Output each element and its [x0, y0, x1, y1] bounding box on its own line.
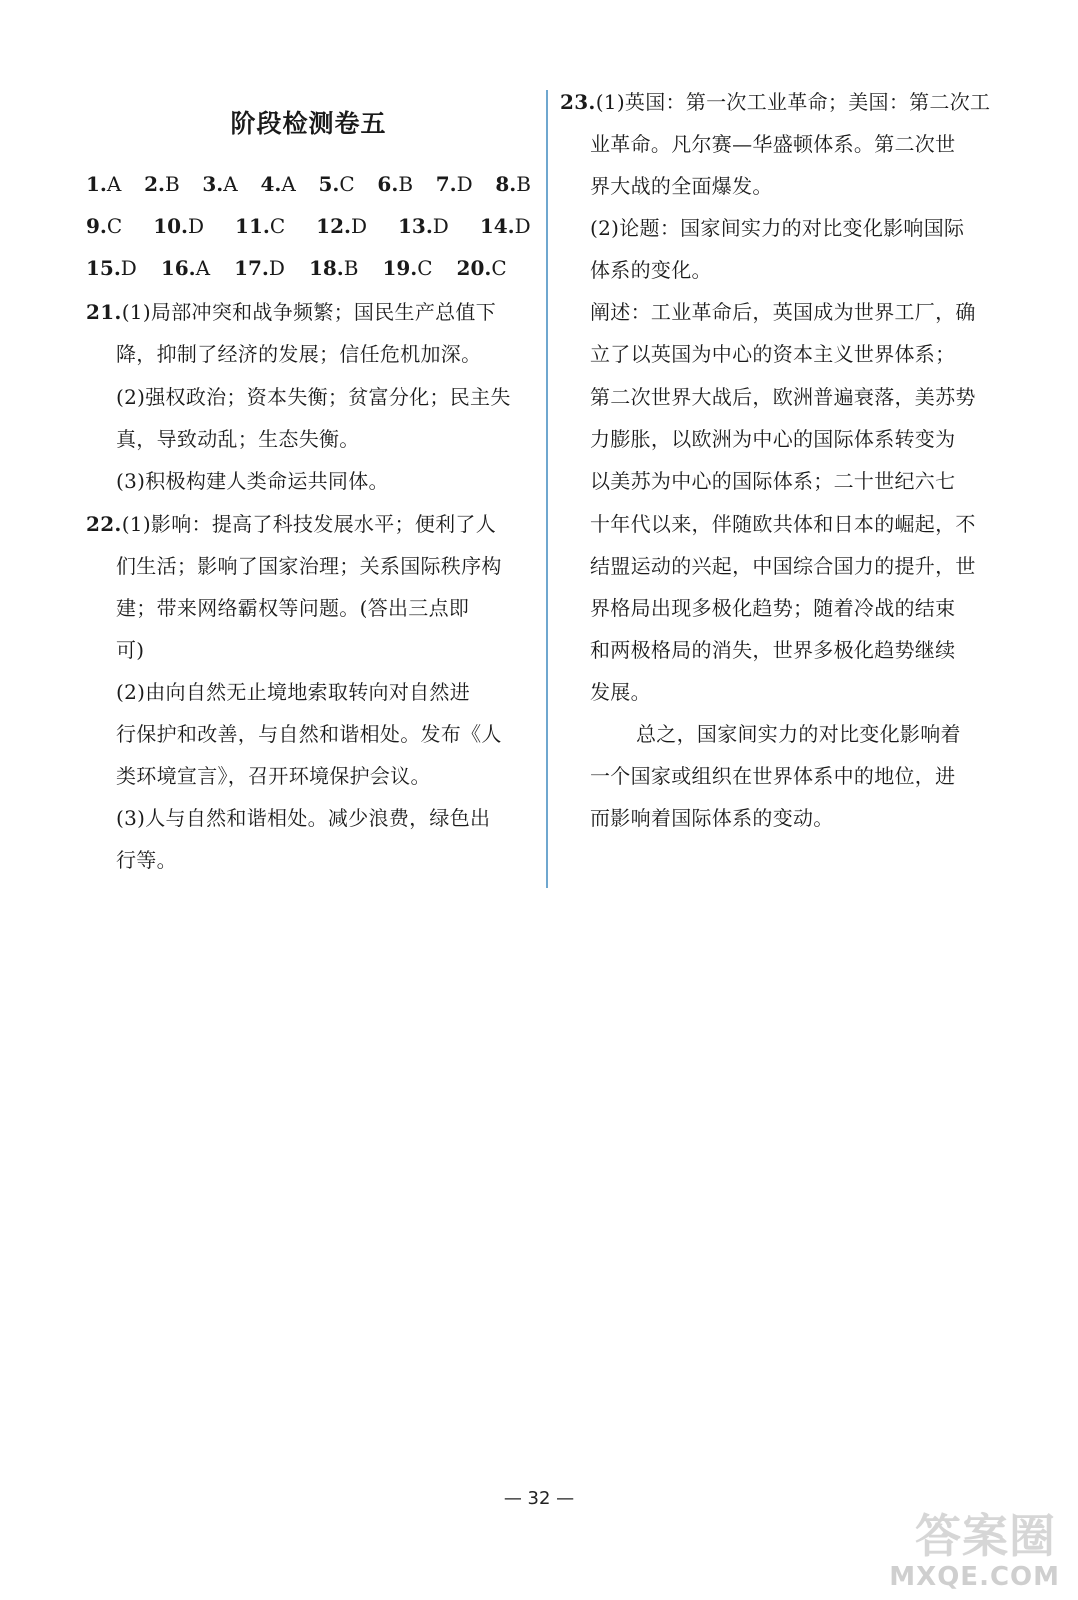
- q23-line-13: 界格局出现多极化趋势；随着冷战的结束: [590, 596, 956, 620]
- mc-answer-item: [202, 164, 237, 204]
- q21-line-3: (2)强权政治；资本失衡；贫富分化；民主失: [116, 385, 511, 409]
- q22-line-5: (2)由向自然无止境地索取转向对自然进: [116, 680, 471, 704]
- q23-line-10: 以美苏为中心的国际体系；二十世纪六七: [590, 469, 956, 493]
- q22-line-7: 类环境宣言》，召开环境保护会议。: [116, 764, 431, 788]
- mc-answer-item: [144, 164, 180, 204]
- mc-answer-letter: A: [106, 172, 122, 196]
- mc-question-number: 18.: [308, 256, 344, 280]
- mc-question-number: 20.: [456, 256, 492, 280]
- q23-line-5: 体系的变化。: [590, 258, 712, 282]
- q23-line-7: 立了以英国为中心的资本主义世界体系；: [590, 342, 956, 366]
- page-number: — 32 —: [503, 1488, 575, 1509]
- mc-answer-item: [382, 248, 432, 288]
- mc-answer-letter: C: [491, 256, 507, 280]
- watermark-url: MXQE.COM: [889, 1562, 1060, 1592]
- mc-answer-item: [457, 248, 507, 288]
- mc-row-1: [86, 164, 531, 204]
- mc-question-number: 19.: [382, 256, 418, 280]
- q23-line-8: 第二次世界大战后，欧洲普遍衰落，美苏势: [590, 385, 976, 409]
- q23-line-15: 发展。: [590, 680, 651, 704]
- q23-line-11: 十年代以来，伴随欧共体和日本的崛起，不: [590, 512, 976, 536]
- mc-question-number: 12.: [316, 214, 351, 238]
- q22-line-1: 22.(1)影响：提高了科技发展水平；便利了人: [86, 512, 497, 536]
- q23-line-14: 和两极格局的消失，世界多极化趋势继续: [590, 638, 956, 662]
- mc-answer-letter: D: [432, 214, 449, 238]
- mc-question-number: 17.: [234, 256, 269, 280]
- mc-answer-item: [235, 206, 285, 246]
- q23-line-9: 力膨胀，以欧洲为中心的国际体系转变为: [590, 427, 956, 451]
- q23-line-16: 总之，国家间实力的对比变化影响着: [636, 722, 961, 746]
- q23-line-17: 一个国家或组织在世界体系中的地位，进: [590, 764, 956, 788]
- mc-answer-item: [86, 206, 122, 246]
- mc-question-number: 10.: [153, 214, 188, 238]
- q22-line-8: (3)人与自然和谐相处。减少浪费，绿色出: [116, 806, 491, 830]
- mc-answer-letter: C: [417, 256, 433, 280]
- mc-answer-letter: A: [223, 172, 238, 196]
- mc-answer-item: [234, 248, 285, 288]
- column-divider: [546, 90, 548, 888]
- mc-answer-item: [319, 164, 355, 204]
- mc-answer-letter: D: [188, 214, 205, 238]
- mc-answer-letter: D: [350, 214, 367, 238]
- mc-answer-item: [480, 206, 531, 246]
- q21-line-4: 真，导致动乱；生态失衡。: [116, 427, 360, 451]
- mc-question-number: 6.: [377, 172, 399, 196]
- mc-answer-letter: B: [343, 256, 359, 280]
- mc-question-number: 7.: [435, 172, 457, 196]
- mc-row-3: [86, 248, 531, 288]
- mc-question-number: 11.: [235, 214, 270, 238]
- mc-question-number: 16.: [160, 256, 196, 280]
- mc-answer-letter: D: [514, 214, 531, 238]
- mc-question-number: 3.: [202, 172, 224, 196]
- mc-answer-item: [495, 164, 531, 204]
- q23-number: 23.: [560, 90, 596, 114]
- mc-question-number: 4.: [260, 172, 282, 196]
- q22-line-6: 行保护和改善，与自然和谐相处。发布《人: [116, 722, 502, 746]
- mc-question-number: 1.: [86, 172, 107, 196]
- q22-line-2: 们生活；影响了国家治理；关系国际秩序构: [116, 554, 502, 578]
- q23-line-1: 23.(1)英国：第一次工业革命；美国：第二次工: [560, 90, 991, 114]
- mc-answer-letter: C: [339, 172, 355, 196]
- mc-answer-letter: C: [269, 214, 286, 238]
- mc-answer-item: [316, 206, 367, 246]
- mc-row-2: [86, 206, 531, 246]
- mc-answer-item: [398, 206, 449, 246]
- mc-answer-letter: B: [164, 172, 180, 196]
- watermark-main: 答案圈: [915, 1509, 1056, 1563]
- mc-answer-letter: B: [516, 172, 531, 196]
- q23-line-12: 结盟运动的兴起，中国综合国力的提升，世: [590, 554, 976, 578]
- mc-question-number: 2.: [144, 172, 165, 196]
- mc-answer-letter: D: [120, 256, 137, 280]
- mc-answer-item: [161, 248, 210, 288]
- q23-line-6: 阐述：工业革命后，英国成为世界工厂，确: [590, 300, 976, 324]
- mc-question-number: 5.: [318, 172, 340, 196]
- q23-line-18: 而影响着国际体系的变动。: [590, 806, 834, 830]
- mc-answer-letter: D: [456, 172, 473, 196]
- q22-number: 22.: [86, 512, 122, 536]
- mc-question-number: 14.: [479, 214, 515, 238]
- mc-answer-letter: A: [281, 172, 296, 196]
- mc-answer-letter: D: [268, 256, 285, 280]
- mc-answer-item: [260, 164, 295, 204]
- mc-answer-item: [377, 164, 413, 204]
- q23-line-4: (2)论题：国家间实力的对比变化影响国际: [590, 216, 965, 240]
- q22-line-9: 行等。: [116, 848, 177, 872]
- mc-answer-item: [86, 164, 121, 204]
- watermark-logo: [889, 1500, 1064, 1592]
- q21-line-1: 21.(1)局部冲突和战争频繁；国民生产总值下: [86, 300, 497, 324]
- q21-number: 21.: [86, 300, 122, 324]
- q21-line-5: (3)积极构建人类命运共同体。: [116, 469, 389, 493]
- page-title: 阶段检测卷五: [230, 109, 387, 138]
- mc-answer-letter: B: [398, 172, 414, 196]
- mc-answer-letter: C: [106, 214, 123, 238]
- mc-question-number: 13.: [398, 214, 433, 238]
- mc-question-number: 15.: [86, 256, 121, 280]
- mc-question-number: 8.: [495, 172, 517, 196]
- mc-answer-item: [309, 248, 359, 288]
- mc-answer-letter: A: [195, 256, 211, 280]
- q23-line-3: 界大战的全面爆发。: [590, 174, 773, 198]
- q23-line-2: 业革命。凡尔赛—华盛顿体系。第二次世: [590, 132, 956, 156]
- q22-line-3: 建；带来网络霸权等问题。(答出三点即: [116, 596, 470, 620]
- mc-question-number: 9.: [86, 214, 107, 238]
- mc-answer-item: [153, 206, 204, 246]
- mc-answer-item: [436, 164, 473, 204]
- q22-line-4: 可): [116, 638, 145, 662]
- q21-line-2: 降，抑制了经济的发展；信任危机加深。: [116, 342, 482, 366]
- mc-answer-item: [86, 248, 137, 288]
